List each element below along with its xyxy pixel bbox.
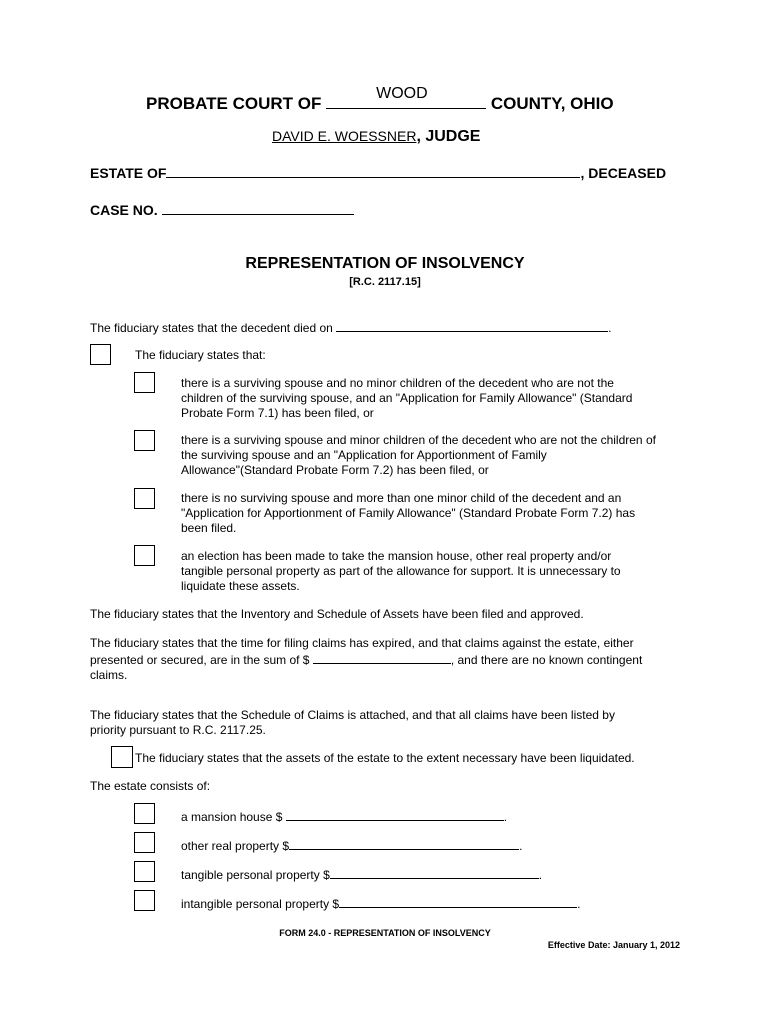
other-real-property-period: . bbox=[519, 839, 523, 853]
claims-sum-field[interactable] bbox=[313, 651, 451, 664]
claims-sum-text: presented or secured, are in the sum of $ bbox=[90, 653, 310, 667]
inventory-statement: The fiduciary states that the Inventory and Schedule of Assets have been filed and approved. bbox=[90, 607, 584, 621]
estate-line bbox=[90, 163, 666, 181]
option-4-text bbox=[181, 549, 621, 594]
county-field[interactable] bbox=[326, 85, 486, 109]
option-2-line-2: the surviving spouse and an "Application for Apportionment of Family bbox=[181, 448, 547, 462]
option-1-line-2: children of the surviving spouse, and an "Application for Family Allowance" (Standard bbox=[181, 391, 633, 405]
option-3-line-2: "Application for Apportionment of Family Allowance" (Standard Probate Form 7.2) has bbox=[181, 506, 636, 520]
mansion-house-label: a mansion house $ bbox=[181, 810, 283, 824]
schedule-line-2: priority pursuant to R.C. 2117.25. bbox=[90, 723, 266, 737]
intangible-property-line bbox=[181, 895, 580, 912]
statute-ref: [R.C. 2117.15] bbox=[349, 276, 421, 288]
case-number-field[interactable] bbox=[162, 200, 354, 215]
liquidated-text: The fiduciary states that the assets of the estate to the extent necessary have been liquidated. bbox=[135, 751, 635, 765]
tangible-property-line bbox=[181, 866, 542, 883]
option-3-line-1: there is no surviving spouse and more than one minor child of the decedent and an bbox=[181, 491, 622, 505]
intangible-property-field[interactable] bbox=[339, 895, 577, 908]
states-that-checkbox[interactable] bbox=[90, 344, 111, 365]
claims-line-3: claims. bbox=[90, 668, 128, 682]
mansion-house-field[interactable] bbox=[286, 808, 504, 821]
death-date-field[interactable] bbox=[336, 319, 608, 332]
effective-date: Effective Date: January 1, 2012 bbox=[547, 940, 680, 950]
intangible-property-label: intangible personal property $ bbox=[181, 897, 340, 911]
form-title: REPRESENTATION OF INSOLVENCY bbox=[245, 255, 525, 272]
tangible-property-period: . bbox=[538, 868, 543, 882]
schedule-statement bbox=[90, 708, 615, 738]
other-real-property-line bbox=[181, 837, 522, 854]
other-real-property-checkbox[interactable] bbox=[134, 832, 155, 853]
died-on-period: . bbox=[608, 321, 612, 335]
deceased-label: , DECEASED bbox=[580, 165, 667, 181]
died-on-line bbox=[90, 319, 612, 336]
option-2-checkbox[interactable] bbox=[134, 430, 155, 451]
liquidated-checkbox[interactable] bbox=[111, 746, 133, 768]
option-1-text bbox=[181, 376, 632, 421]
court-suffix: COUNTY, OHIO bbox=[490, 94, 614, 113]
judge-suffix: , JUDGE bbox=[416, 128, 481, 145]
estate-name-field[interactable] bbox=[166, 163, 580, 178]
case-label: CASE NO. bbox=[90, 202, 158, 218]
judge-name: DAVID E. WOESSNER bbox=[272, 128, 417, 144]
option-3-text bbox=[181, 491, 635, 536]
tangible-property-label: tangible personal property $ bbox=[181, 868, 330, 882]
option-2-line-1: there is a surviving spouse and minor children of the decedent who are not the children of bbox=[181, 433, 656, 447]
mansion-house-checkbox[interactable] bbox=[134, 803, 155, 824]
judge-line bbox=[272, 128, 480, 146]
court-prefix: PROBATE COURT OF bbox=[146, 94, 322, 113]
tangible-property-field[interactable] bbox=[330, 866, 539, 879]
option-2-text bbox=[181, 433, 656, 478]
option-2-line-3: Allowance"(Standard Probate Form 7.2) has been filed, or bbox=[181, 463, 489, 477]
claims-statement bbox=[90, 636, 642, 683]
estate-label: ESTATE OF bbox=[90, 165, 167, 181]
schedule-line-1: The fiduciary states that the Schedule of Claims is attached, and that all claims have been listed by bbox=[90, 708, 615, 722]
form-footer-name: FORM 24.0 - REPRESENTATION OF INSOLVENCY bbox=[279, 928, 491, 938]
intangible-property-period: . bbox=[577, 897, 581, 911]
intangible-property-checkbox[interactable] bbox=[134, 890, 155, 911]
other-real-property-label: other real property $ bbox=[181, 839, 290, 853]
mansion-house-line bbox=[181, 808, 507, 825]
claims-line-2 bbox=[90, 651, 642, 668]
option-3-checkbox[interactable] bbox=[134, 488, 155, 509]
court-heading bbox=[146, 85, 614, 114]
option-1-line-3: Probate Form 7.1) has been filed, or bbox=[181, 406, 374, 420]
option-4-checkbox[interactable] bbox=[134, 545, 155, 566]
option-4-line-3: liquidate these assets. bbox=[181, 579, 300, 593]
estate-consists-text: The estate consists of: bbox=[90, 779, 211, 793]
claims-contingent-text: , and there are no known contingent bbox=[450, 653, 643, 667]
option-1-line-1: there is a surviving spouse and no minor children of the decedent who are not the bbox=[181, 376, 614, 390]
option-4-line-2: tangible personal property as part of the allowance for support. It is unnecessary to bbox=[181, 564, 621, 578]
states-that-text: The fiduciary states that: bbox=[135, 348, 266, 362]
died-on-text: The fiduciary states that the decedent died on bbox=[90, 321, 333, 335]
county-value: WOOD bbox=[376, 85, 428, 102]
option-3-line-3: been filed. bbox=[181, 521, 237, 535]
mansion-house-period: . bbox=[503, 810, 508, 824]
case-line bbox=[90, 200, 354, 218]
tangible-property-checkbox[interactable] bbox=[134, 861, 155, 882]
option-1-checkbox[interactable] bbox=[134, 372, 155, 393]
option-4-line-1: an election has been made to take the mansion house, other real property and/or bbox=[181, 549, 612, 563]
claims-line-1: The fiduciary states that the time for filing claims has expired, and that claims against the estate, either bbox=[90, 636, 634, 650]
other-real-property-field[interactable] bbox=[289, 837, 519, 850]
